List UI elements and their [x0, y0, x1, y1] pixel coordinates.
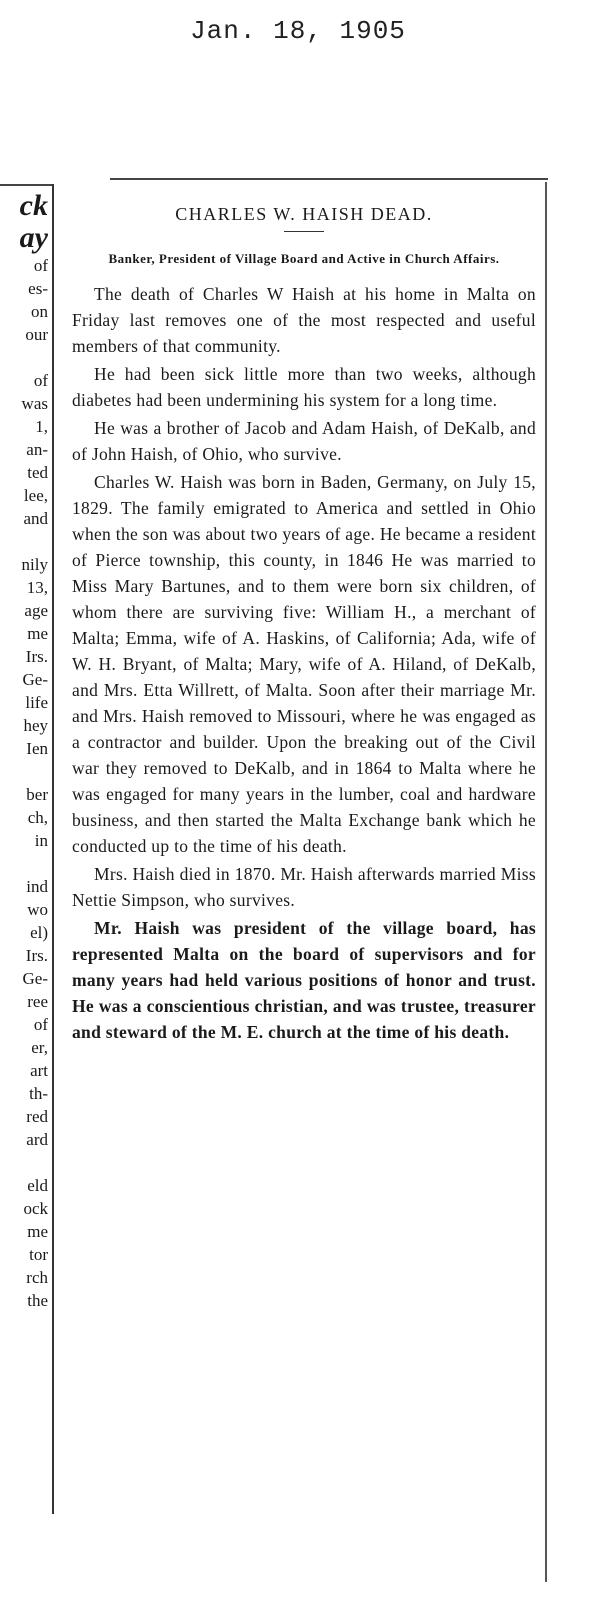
- adjacent-text-line: life: [25, 693, 48, 712]
- adjacent-text-line: of: [33, 1015, 48, 1034]
- adjacent-text-line: the: [27, 1291, 48, 1310]
- adjacent-text-line: and: [23, 509, 48, 528]
- adjacent-text-line: [0, 852, 48, 875]
- adjacent-text-line: lee,: [23, 486, 48, 505]
- adjacent-text-line: [0, 346, 48, 369]
- adjacent-text-line: Irs.: [25, 946, 48, 965]
- column-divider-right: [545, 182, 547, 1582]
- adjacent-text-line: er,: [31, 1038, 48, 1057]
- adjacent-text-line: th-: [29, 1084, 48, 1103]
- adjacent-text-line: our: [25, 325, 48, 344]
- adjacent-text-line: ted: [27, 463, 48, 482]
- adjacent-text-lines: [0, 254, 48, 1312]
- adjacent-text-line: ard: [26, 1130, 48, 1149]
- adjacent-text-line: of: [33, 256, 48, 275]
- article-paragraph: He had been sick little more than two weeks, although diabetes had been undermining his system for a long time.: [72, 364, 536, 410]
- adjacent-text-line: rch: [26, 1268, 48, 1287]
- adjacent-column-fragment: [0, 190, 48, 1312]
- adjacent-text-line: [0, 760, 48, 783]
- article-paragraph: Charles W. Haish was born in Baden, Germany, on July 15, 1829. The family emigrated to America and settled in Ohio when the son was about two years of age. He became a resident of Pierce township, this county, in 1846 He was married to Miss Mary Bartunes, and to them were born six children, of whom there are surviving five: William H., a merchant of Malta; Emma, wife of A. Haskins, of California; Ada, wife of W. H. Bryant, of Malta; Mary, wife of A. Hiland, of DeKalb, and Mrs. Etta Willrett, of Malta. Soon after their marriage Mr. and Mrs. Haish removed to Missouri, where he was engaged as a contractor and builder. Upon the breaking out of the Civil war they removed to DeKalb, and in 1864 to Malta where he was engaged for many years in the lumber, coal and hardware business, and then started the Malta Exchange bank which he conducted up to the time of his death.: [72, 472, 536, 856]
- article-headline: CHARLES W. HAISH DEAD.: [175, 204, 433, 224]
- adjacent-text-line: Ien: [26, 739, 48, 758]
- adjacent-text-line: wo: [27, 900, 48, 919]
- adjacent-heading-line: ck: [19, 189, 48, 222]
- adjacent-text-line: on: [31, 302, 48, 321]
- adjacent-text-line: in: [34, 831, 48, 850]
- adjacent-text-line: eld: [27, 1176, 48, 1195]
- adjacent-text-line: me: [27, 624, 48, 643]
- adjacent-text-line: 1,: [35, 417, 48, 436]
- article-paragraph: Mrs. Haish died in 1870. Mr. Haish afterwards married Miss Nettie Simpson, who survives.: [72, 864, 536, 910]
- adjacent-text-line: 13,: [26, 578, 48, 597]
- headline-rule: [284, 231, 324, 232]
- adjacent-text-line: Irs.: [25, 647, 48, 666]
- column-rule-top: [110, 178, 548, 180]
- article-paragraph: Mr. Haish was president of the village board, has represented Malta on the board of supervisors and for many years had held various positions of honor and trust. He was a conscientious christian, and was trustee, treasurer and steward of the M. E. church at the time of his death.: [72, 918, 536, 1042]
- adjacent-text-line: [0, 1151, 48, 1174]
- date-stamp: Jan. 18, 1905: [190, 16, 406, 46]
- article-subhead: Banker, President of Village Board and Active in Church Affairs.: [108, 251, 500, 266]
- adjacent-text-line: an-: [26, 440, 48, 459]
- adjacent-text-line: ind: [26, 877, 48, 896]
- adjacent-text-line: of: [33, 371, 48, 390]
- adjacent-text-line: was: [21, 394, 48, 413]
- adjacent-text-line: ock: [23, 1199, 48, 1218]
- news-article: [72, 196, 536, 1047]
- adjacent-text-line: [0, 530, 48, 553]
- left-column-rule-top: [0, 184, 52, 186]
- adjacent-text-line: tor: [29, 1245, 48, 1264]
- adjacent-heading-line: ay: [19, 221, 48, 254]
- adjacent-text-line: ch,: [27, 808, 48, 827]
- adjacent-text-line: art: [30, 1061, 48, 1080]
- adjacent-text-line: es-: [28, 279, 48, 298]
- article-paragraph: He was a brother of Jacob and Adam Haish, of DeKalb, and of John Haish, of Ohio, who survive.: [72, 418, 536, 464]
- adjacent-text-line: me: [27, 1222, 48, 1241]
- adjacent-text-line: nily: [21, 555, 48, 574]
- adjacent-text-line: Ge-: [22, 969, 48, 988]
- adjacent-text-line: ber: [26, 785, 48, 804]
- adjacent-text-line: red: [26, 1107, 48, 1126]
- adjacent-text-line: hey: [23, 716, 48, 735]
- adjacent-text-line: ree: [27, 992, 48, 1011]
- adjacent-text-line: el): [30, 923, 48, 942]
- adjacent-text-line: age: [24, 601, 48, 620]
- article-paragraph: The death of Charles W Haish at his home in Malta on Friday last removes one of the most respected and useful members of that community.: [72, 284, 536, 356]
- adjacent-text-line: Ge-: [22, 670, 48, 689]
- column-divider-left: [52, 184, 54, 1514]
